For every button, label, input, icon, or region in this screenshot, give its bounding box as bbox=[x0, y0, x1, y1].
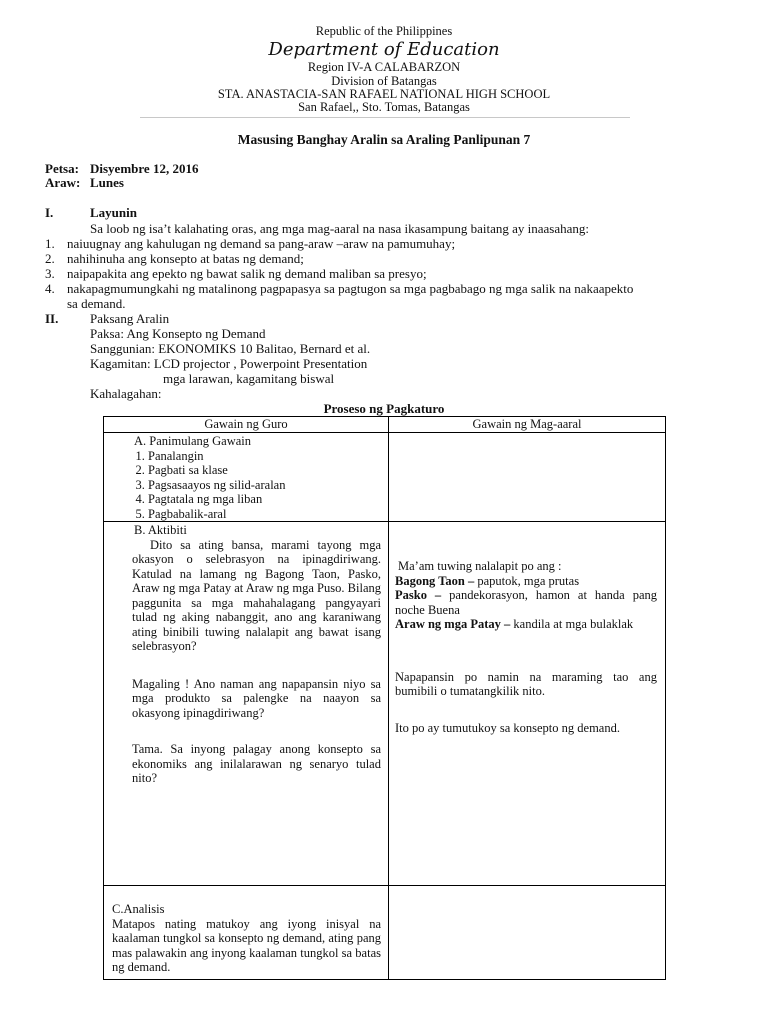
objective-1-num: 1. bbox=[45, 236, 55, 251]
school-address: San Rafael,, Sto. Tomas, Batangas bbox=[298, 100, 470, 114]
kahalagahan-line: Kahalagahan: bbox=[90, 386, 162, 401]
list-item: 4. Pagtatala ng mga liban bbox=[148, 492, 388, 507]
objective-2-text: nahihinuha ang konsepto at batas ng demand; bbox=[67, 251, 304, 266]
proseso-table bbox=[103, 416, 666, 980]
lesson-plan-title: Masusing Banghay Aralin sa Araling Panlipunan 7 bbox=[237, 132, 531, 147]
section-2-heading: Paksang Aralin bbox=[90, 311, 170, 326]
column-header-guro: Gawain ng Guro bbox=[104, 417, 389, 433]
section-1-numeral: I. bbox=[45, 205, 54, 220]
aktibiti-heading: B. Aktibiti bbox=[134, 523, 187, 537]
paksa-line: Paksa: Ang Konsepto ng Demand bbox=[90, 326, 266, 341]
list-item: 5. Pagbabalik-aral bbox=[148, 507, 388, 522]
sagot-paragraph-3: Ito po ay tumutukoy sa konsepto ng demand. bbox=[395, 720, 620, 735]
sagot-item-araw-ng-mga-patay bbox=[389, 617, 665, 632]
aktibiti-paragraph-1: Dito sa ating bansa, marami tayong mga okasyon o selebrasyon na ipinagdiriwang. Katulad na lamang ng Bagong Taon, Pasko, Araw ng mga Patay at Araw ng mga Puso. Bilang paggunita sa mga mahahalagang pangyayari tulad ng aking nabanggit, ano ang karaniwang ating binibili tuwing nalalapit ang bawat isang selebrasyon? bbox=[132, 537, 381, 653]
kagamitan-continuation: mga larawan, kagamitang biswal bbox=[163, 371, 335, 386]
sagot-intro: Ma’am tuwing nalalapit po ang : bbox=[398, 559, 562, 573]
objective-3-text: naipapakita ang epekto ng bawat salik ng demand maliban sa presyo; bbox=[67, 266, 427, 281]
region-line: Region IV-A CALABARZON bbox=[307, 60, 461, 74]
panimula-guro-cell bbox=[104, 433, 389, 522]
sagot-text: kandila at mga bulaklak bbox=[510, 617, 634, 631]
aktibiti-guro-cell bbox=[104, 522, 389, 886]
list-item: 3. Pagsasaayos ng silid-aralan bbox=[148, 478, 388, 493]
petsa-value: Disyembre 12, 2016 bbox=[90, 161, 199, 176]
analisis-guro-cell bbox=[104, 886, 389, 980]
list-item: 1. Panalangin bbox=[148, 449, 388, 464]
analisis-heading: C.Analisis bbox=[112, 902, 165, 916]
section-1-intro: Sa loob ng isa’t kalahating oras, ang mga mag-aaral na nasa ikasampung baitang ay inaasahang: bbox=[90, 221, 590, 236]
kagamitan-line: Kagamitan: LCD projector , Powerpoint Presentation bbox=[90, 356, 368, 371]
aktibiti-mag-aaral-cell bbox=[389, 522, 666, 886]
objective-2-num: 2. bbox=[45, 251, 55, 266]
sagot-item-bagong-taon bbox=[389, 574, 665, 589]
sagot-paragraph-2: Napapansin po namin na maraming tao ang bumibili o tumatangkilik nito. bbox=[395, 669, 657, 698]
division-line: Division of Batangas bbox=[331, 74, 437, 88]
header-divider bbox=[140, 117, 630, 118]
analisis-paragraph: Matapos nating matukoy ang iyong inisyal na kaalaman tungkol sa konsepto ng demand, ating pang mas palawakin ang inyong kaalaman tungkol sa batas ng demand. bbox=[112, 916, 381, 974]
sagot-label: Araw ng mga Patay – bbox=[395, 617, 511, 631]
sagot-text: paputok, mga prutas bbox=[474, 573, 580, 588]
section-2-numeral: II. bbox=[45, 311, 59, 326]
sagot-item-pasko bbox=[389, 588, 665, 617]
panimula-heading: A. Panimulang Gawain bbox=[134, 434, 251, 448]
list-item: 2. Pagbati sa klase bbox=[148, 463, 388, 478]
aktibiti-paragraph-3: Tama. Sa inyong palagay anong konsepto sa ekonomiks ang inilalarawan ng senaryo tulad nito? bbox=[132, 742, 381, 785]
republic-line: Republic of the Philippines bbox=[315, 24, 453, 38]
sagot-label: Pasko – bbox=[395, 588, 442, 602]
analisis-mag-aaral-cell bbox=[389, 886, 666, 980]
objective-4-continuation: sa demand. bbox=[67, 296, 126, 311]
sagot-text: pandekorasyon, hamon at handa pang noche Buena bbox=[395, 588, 657, 617]
araw-value: Lunes bbox=[90, 175, 124, 190]
proseso-title: Proseso ng Pagkaturo bbox=[323, 401, 445, 416]
panimula-list bbox=[104, 449, 388, 522]
department-name: Department of Education bbox=[268, 39, 500, 60]
petsa-label: Petsa: bbox=[45, 161, 79, 176]
school-name: STA. ANASTACIA-SAN RAFAEL NATIONAL HIGH SCHOOL bbox=[217, 87, 551, 101]
objective-4-text: nakapagmumungkahi ng matalinong pagpapasya sa pagtugon sa mga pagbabago ng mga salik na nakaapekto bbox=[67, 281, 634, 296]
sanggunian-line: Sanggunian: EKONOMIKS 10 Balitao, Bernard et al. bbox=[90, 341, 371, 356]
objective-3-num: 3. bbox=[45, 266, 55, 281]
sagot-label: Bagong Taon – bbox=[395, 573, 475, 588]
panimula-mag-aaral-cell bbox=[389, 433, 666, 522]
column-header-mag-aaral: Gawain ng Mag-aaral bbox=[389, 417, 666, 433]
section-1-heading: Layunin bbox=[90, 205, 137, 220]
objective-1-text: naiuugnay ang kahulugan ng demand sa pang-araw –araw na pamumuhay; bbox=[67, 236, 456, 251]
objective-4-num: 4. bbox=[45, 281, 55, 296]
araw-label: Araw: bbox=[45, 175, 81, 190]
aktibiti-paragraph-2: Magaling ! Ano naman ang napapansin niyo sa mga produkto sa palengke na naayon sa okasyong ipinagdiriwang? bbox=[132, 676, 381, 720]
